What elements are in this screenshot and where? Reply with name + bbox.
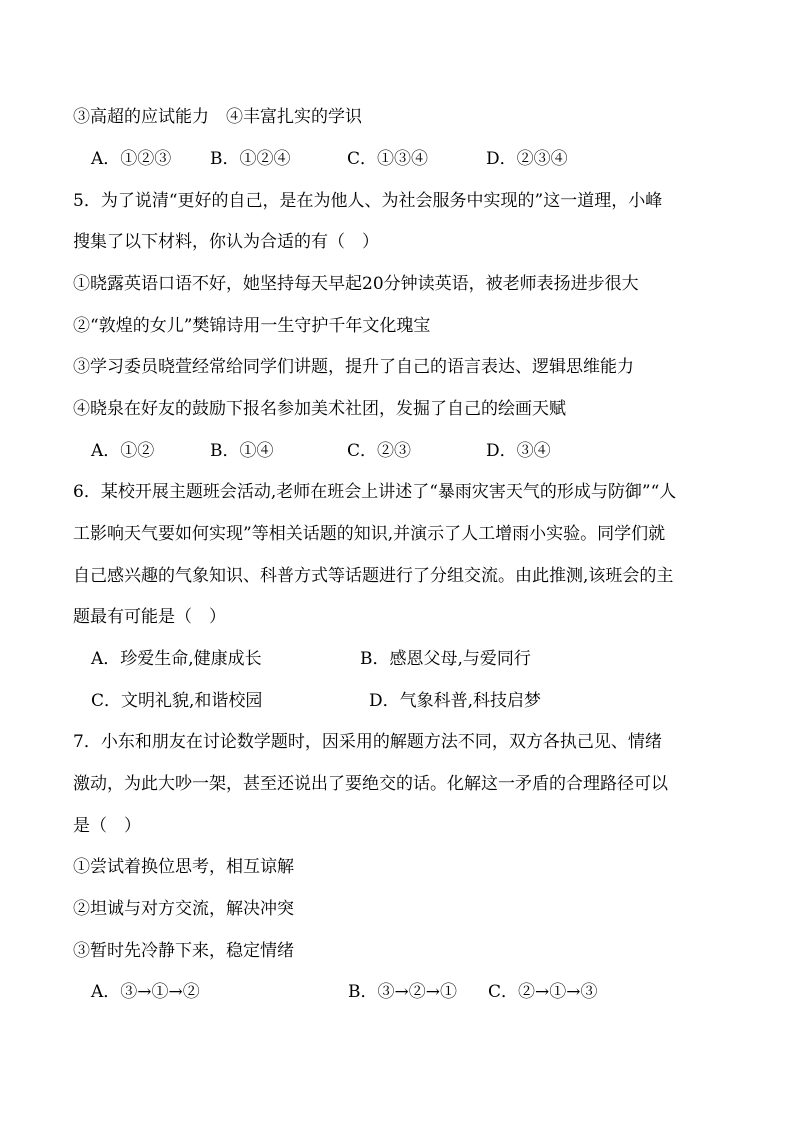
q7-option-c: C．②→①→③ [488, 982, 598, 1002]
q6-option-a: A．珍爱生命,健康成长 [91, 649, 262, 669]
q5-statement-2: ②“敦煌的女儿”樊锦诗用一生守护千年文化瑰宝 [73, 316, 431, 336]
q5-statement-4: ④晓泉在好友的鼓励下报名参加美术社团，发掘了自己的绘画天赋 [73, 399, 566, 419]
q6-option-c: C．文明礼貌,和谐校园 [91, 691, 263, 711]
q5-option-b: B．①④ [210, 441, 274, 461]
q5-option-d: D．③④ [486, 441, 551, 461]
q7-stem-line-1: 7．小东和朋友在讨论数学题时，因采用的解题方法不同，双方各执己见、情绪 [73, 732, 662, 752]
q6-stem-line-3: 自己感兴趣的气象知识、科普方式等话题进行了分组交流。由此推测,该班会的主 [73, 566, 674, 586]
q7-stem-line-3: 是（ ） [73, 816, 141, 836]
q4-option-a: A．①②③ [91, 149, 172, 169]
q6-option-d: D．气象科普,科技启梦 [369, 691, 542, 711]
q6-stem-line-2: 工影响天气要如何实现”等相关话题的知识,并演示了人工增雨小实验。同学们就 [73, 524, 666, 544]
q7-option-a: A．③→①→② [91, 982, 200, 1002]
q5-stem-line-1: 5．为了说清“更好的自己，是在为他人、为社会服务中实现的”这一道理，小峰 [73, 191, 663, 211]
q5-option-c: C．②③ [347, 441, 412, 461]
q7-statement-3: ③暂时先冷静下来，稳定情绪 [73, 941, 294, 961]
q6-option-b: B．感恩父母,与爱同行 [360, 649, 531, 669]
q7-statement-2: ②坦诚与对方交流，解决冲突 [73, 899, 294, 919]
q4-statement-line: ③高超的应试能力 ④丰富扎实的学识 [73, 107, 362, 127]
q7-statement-1: ①尝试着换位思考，相互谅解 [73, 857, 294, 877]
q7-stem-line-2: 激动，为此大吵一架，甚至还说出了要绝交的话。化解这一矛盾的合理路径可以 [73, 774, 668, 794]
q4-option-c: C．①③④ [347, 149, 429, 169]
q7-option-b: B．③→②→① [348, 982, 457, 1002]
q5-option-a: A．①② [91, 441, 155, 461]
q5-statement-1: ①晓露英语口语不好，她坚持每天早起20分钟读英语，被老师表扬进步很大 [73, 274, 639, 294]
q6-stem-line-4: 题最有可能是（ ） [73, 607, 226, 627]
q5-stem-line-2: 搜集了以下材料，你认为合适的有（ ） [73, 232, 379, 252]
q4-option-b: B．①②④ [210, 149, 291, 169]
q6-stem-line-1: 6．某校开展主题班会活动,老师在班会上讲述了“暴雨灾害天气的形成与防御”“人 [73, 482, 677, 502]
q5-statement-3: ③学习委员晓萱经常给同学们讲题，提升了自己的语言表达、逻辑思维能力 [73, 357, 634, 377]
q4-option-d: D．②③④ [486, 149, 568, 169]
